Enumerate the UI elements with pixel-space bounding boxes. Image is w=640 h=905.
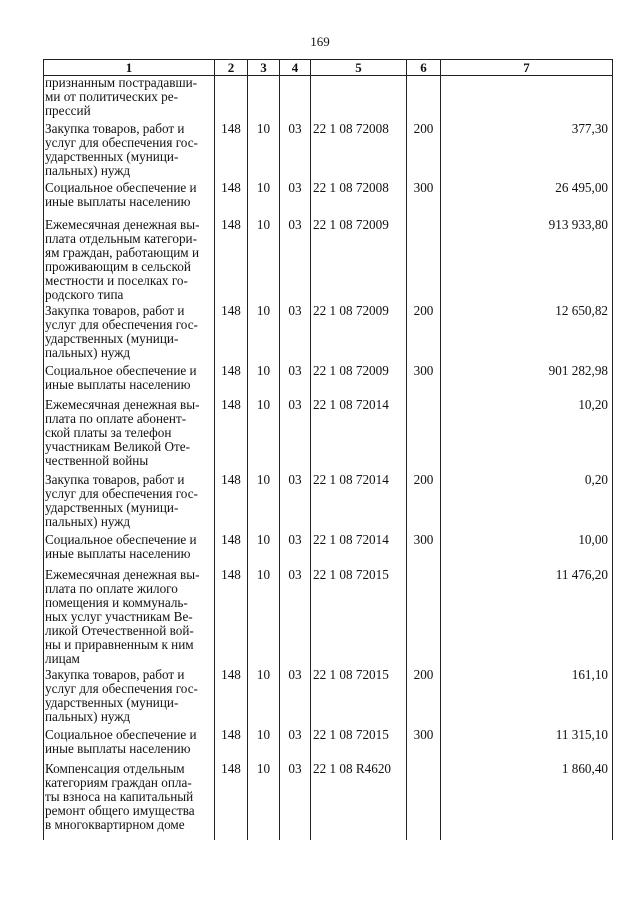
table-row [44,668,613,728]
table-filler-row [44,832,613,840]
row-code-target: 22 1 08 72008 [311,181,407,218]
row-code-section: 10 [248,568,280,668]
row-code-subsection: 03 [280,218,311,304]
row-amount: 12 650,82 [441,304,613,364]
row-code-target: 22 1 08 72015 [311,728,407,762]
row-code-expense-type: 200 [407,122,441,181]
header-cell: 2 [215,60,248,76]
table-row [44,762,613,832]
filler-cell [407,832,441,840]
row-code-subsection: 03 [280,398,311,473]
row-description: Закупка товаров, работ и услуг для обеспечения гос- ударственных (муници- пальных) нужд [44,304,215,364]
row-code-admin: 148 [215,762,248,832]
row-code-admin: 148 [215,181,248,218]
table-row [44,473,613,533]
table-row [44,364,613,398]
filler-cell [215,832,248,840]
row-amount: 11 476,20 [441,568,613,668]
row-code-expense-type [407,76,441,123]
row-code-expense-type: 300 [407,181,441,218]
row-code-target: 22 1 08 72009 [311,364,407,398]
row-amount: 10,20 [441,398,613,473]
table-row [44,304,613,364]
row-code-subsection: 03 [280,762,311,832]
row-code-subsection: 03 [280,533,311,568]
row-code-admin: 148 [215,728,248,762]
row-code-subsection: 03 [280,473,311,533]
row-code-section: 10 [248,364,280,398]
table-row [44,181,613,218]
row-code-section: 10 [248,181,280,218]
row-description: Социальное обеспечение и иные выплаты населению [44,364,215,398]
row-code-expense-type: 300 [407,728,441,762]
row-code-section: 10 [248,762,280,832]
row-code-admin: 148 [215,533,248,568]
page-number: 169 [310,34,330,49]
row-code-admin: 148 [215,304,248,364]
row-code-expense-type: 200 [407,473,441,533]
row-description: Социальное обеспечение и иные выплаты населению [44,181,215,218]
row-code-section: 10 [248,398,280,473]
row-code-section: 10 [248,122,280,181]
filler-cell [311,832,407,840]
row-code-section: 10 [248,533,280,568]
row-code-section: 10 [248,728,280,762]
table-row [44,122,613,181]
row-code-subsection: 03 [280,568,311,668]
row-code-admin: 148 [215,473,248,533]
row-description: Компенсация отдельным категориям граждан опла- ты взноса на капитальный ремонт общего имущества в многоквартирном доме [44,762,215,832]
header-cell: 7 [441,60,613,76]
row-code-expense-type [407,398,441,473]
row-code-admin: 148 [215,398,248,473]
row-code-expense-type [407,762,441,832]
row-code-subsection: 03 [280,181,311,218]
row-code-section: 10 [248,304,280,364]
row-code-admin: 148 [215,668,248,728]
table-row [44,218,613,304]
table-row [44,533,613,568]
row-amount: 11 315,10 [441,728,613,762]
row-code-section: 10 [248,473,280,533]
header-cell: 6 [407,60,441,76]
table-row [44,76,613,123]
row-amount: 377,30 [441,122,613,181]
filler-cell [44,832,215,840]
row-code-admin: 148 [215,122,248,181]
row-code-admin [215,76,248,123]
row-code-expense-type: 200 [407,668,441,728]
row-description: Ежемесячная денежная вы- плата отдельным категори- ям граждан, работающим и проживающим в сельской местности и поселках го- родского типа [44,218,215,304]
row-code-target: 22 1 08 72014 [311,533,407,568]
row-code-target: 22 1 08 72014 [311,473,407,533]
row-description: Ежемесячная денежная вы- плата по оплате жилого помещения и коммуналь- ных услуг участникам Ве- ликой Отечественной вой- ны и приравненным к ним лицам [44,568,215,668]
row-code-target: 22 1 08 R4620 [311,762,407,832]
header-cell: 3 [248,60,280,76]
row-code-subsection: 03 [280,304,311,364]
table-row [44,568,613,668]
table-body [44,76,613,841]
filler-cell [441,832,613,840]
row-amount: 161,10 [441,668,613,728]
row-code-section [248,76,280,123]
header-row [44,60,613,76]
row-code-expense-type [407,568,441,668]
row-amount [441,76,613,123]
row-code-target: 22 1 08 72009 [311,218,407,304]
table-row [44,728,613,762]
row-amount: 1 860,40 [441,762,613,832]
row-amount: 0,20 [441,473,613,533]
row-description: Закупка товаров, работ и услуг для обеспечения гос- ударственных (муници- пальных) нужд [44,473,215,533]
row-amount: 10,00 [441,533,613,568]
filler-cell [280,832,311,840]
row-code-subsection: 03 [280,668,311,728]
table-row [44,398,613,473]
row-code-subsection: 03 [280,728,311,762]
row-code-target: 22 1 08 72009 [311,304,407,364]
row-code-section: 10 [248,668,280,728]
budget-table-container [43,59,612,840]
row-code-expense-type: 300 [407,533,441,568]
row-amount: 913 933,80 [441,218,613,304]
row-description: Закупка товаров, работ и услуг для обеспечения гос- ударственных (муници- пальных) нужд [44,122,215,181]
row-code-subsection [280,76,311,123]
row-code-subsection: 03 [280,122,311,181]
row-description: Ежемесячная денежная вы- плата по оплате абонент- ской платы за телефон участникам Великой Оте- чественной войны [44,398,215,473]
row-description: Социальное обеспечение и иные выплаты населению [44,533,215,568]
row-code-section: 10 [248,218,280,304]
row-code-subsection: 03 [280,364,311,398]
row-description: Закупка товаров, работ и услуг для обеспечения гос- ударственных (муници- пальных) нужд [44,668,215,728]
row-code-admin: 148 [215,218,248,304]
header-cell: 5 [311,60,407,76]
row-code-target: 22 1 08 72008 [311,122,407,181]
row-amount: 26 495,00 [441,181,613,218]
row-code-expense-type: 200 [407,304,441,364]
row-code-expense-type: 300 [407,364,441,398]
row-description: Социальное обеспечение и иные выплаты населению [44,728,215,762]
header-cell: 1 [44,60,215,76]
filler-cell [248,832,280,840]
row-code-target [311,76,407,123]
row-code-target: 22 1 08 72015 [311,668,407,728]
row-code-expense-type [407,218,441,304]
row-description: признанным пострадавши- ми от политических ре- прессий [44,76,215,123]
row-code-admin: 148 [215,568,248,668]
row-code-target: 22 1 08 72014 [311,398,407,473]
row-code-target: 22 1 08 72015 [311,568,407,668]
row-amount: 901 282,98 [441,364,613,398]
row-code-admin: 148 [215,364,248,398]
header-cell: 4 [280,60,311,76]
budget-table [43,59,613,840]
